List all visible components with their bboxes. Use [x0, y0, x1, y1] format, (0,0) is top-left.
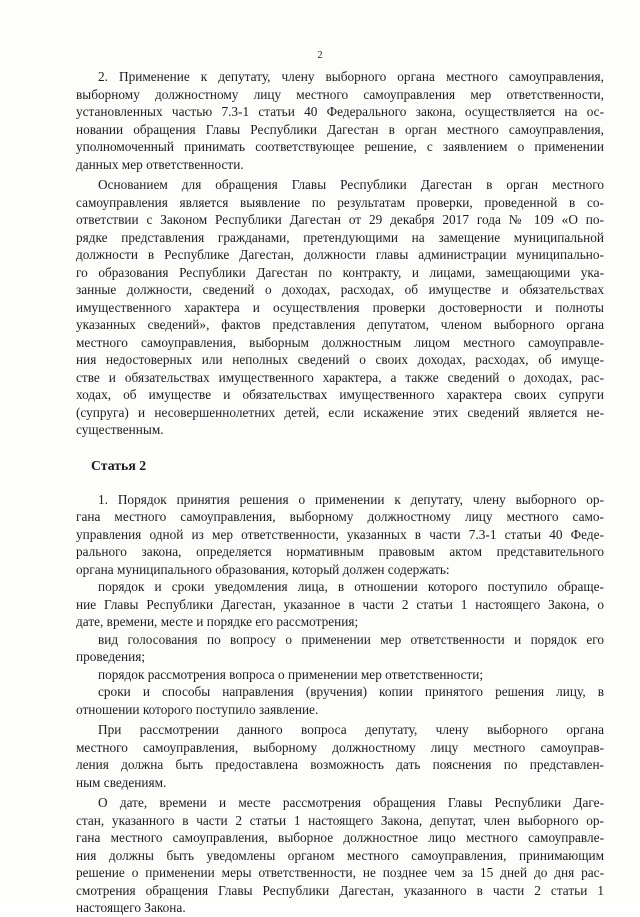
text-line: должности в Республике Дагестан, должности главы администрации муниципально-	[76, 247, 604, 262]
text-line: новании обращения Главы Республики Дагестан в орган местного самоуправления,	[76, 121, 604, 137]
text-line: выборному должностному лицу местного самоуправления мер ответственности,	[76, 86, 604, 102]
text-line: порядок и сроки уведомления лица, в отношении которого поступило обраще-	[98, 579, 604, 594]
text-line: (супруга) и несовершеннолетних детей, если искажение этих сведений является не-	[76, 404, 604, 420]
text-line: При рассмотрении данного вопроса депутату, члену выборного органа	[98, 722, 604, 737]
text-line: существенным.	[76, 422, 164, 437]
text-line: местного самоуправления, выборным должностным лицом местного самоуправле-	[76, 334, 604, 350]
text-line: указанных сведений», фактов представления депутатом, членом выборного органа	[76, 317, 604, 332]
text-line: местного самоуправления, выборному должностному лицу местного самоуправ-	[76, 739, 604, 755]
text-line: занные должности, сведений о доходах, расходах, об имуществе и обязательствах	[76, 282, 604, 297]
text-line: отношении которого поступило заявление.	[76, 701, 319, 717]
paragraph-1	[76, 68, 604, 173]
text-line: органа муниципального образования, который должен содержать:	[76, 561, 450, 577]
text-line: уполномоченный принимать соответствующее решение, с заявлением о применении	[76, 139, 604, 154]
text-line: проведения;	[76, 649, 146, 664]
text-line: имущественного характера и осуществления проверки достоверности и полноты	[76, 299, 604, 315]
text-line: 2. Применение к депутату, члену выборного органа местного самоуправления,	[98, 69, 604, 84]
paragraph-4	[76, 578, 604, 631]
text-line: данных мер ответственности.	[76, 156, 244, 172]
text-line: настоящего Закона.	[76, 900, 186, 915]
text-line: го образования Республики Дагестан по контракту, и лицами, замещающими ука-	[76, 264, 604, 280]
text-line: вид голосования по вопросу о применении мер ответственности и порядок его	[98, 631, 604, 647]
text-line: рального закона, определяется нормативным правовым актом представительного	[76, 544, 604, 559]
paragraph-2	[76, 176, 604, 439]
text-line: ходах, об имуществе и обязательствах имущественного характера своих супруги	[76, 387, 604, 402]
text-line: гана местного самоуправления, выборному должностному лицу местного само-	[76, 509, 604, 524]
text-line: 1. Порядок принятия решения о применении к депутату, члену выборного ор-	[98, 491, 604, 507]
text-line: управления одной из мер ответственности, указанных в части 7.3-1 статьи 40 Феде-	[76, 526, 604, 542]
text-line: ния должны быть уведомлены органом местного самоуправления, принимающим	[76, 847, 604, 863]
paragraph-9	[76, 794, 604, 917]
text-line: рядке представления гражданами, претендующими на замещение муниципальной	[76, 229, 604, 245]
text-line: стве и обязательствах имущественного характера, а также сведений о доходах, рас-	[76, 369, 604, 385]
text-line: сроки и способы направления (вручения) копии принятого решения лицу, в	[98, 684, 604, 699]
text-line: ния недостоверных или неполных сведений о своих доходах, расходах, об имуще-	[76, 352, 604, 367]
text-line: дате, времени, месте и порядке его рассмотрения;	[76, 614, 359, 629]
text-line: Основанием для обращения Главы Республики Дагестан в орган местного	[98, 177, 604, 192]
text-line: ние Главы Республики Дагестан, указанное в части 2 статьи 1 настоящего Закона, о	[76, 596, 604, 612]
paragraph-7	[76, 683, 604, 718]
page-number: 2	[317, 50, 323, 61]
text-line: ления должна быть предоставлена возможность дать пояснения по представлен-	[76, 757, 604, 772]
text-line: О дате, времени и месте рассмотрения обращения Главы Республики Даге-	[98, 795, 604, 810]
section-heading: Статья 2	[91, 457, 147, 473]
paragraph-6	[76, 666, 604, 684]
paragraph-5	[76, 631, 604, 666]
text-line: смотрения обращения Главы Республики Дагестан, указанного в части 2 статьи 1	[76, 882, 604, 898]
text-line: решение о применении меры ответственности, не позднее чем за 15 дней до дня рас-	[76, 865, 604, 880]
text-line: стан, указанного в части 2 статьи 1 настоящего Закона, депутат, член выборного ор-	[76, 812, 604, 828]
paragraph-8	[76, 721, 604, 791]
paragraph-3	[76, 491, 604, 579]
text-line: установленных частью 7.3-1 статьи 40 Федерального закона, осуществляется на ос-	[76, 104, 604, 119]
text-line: ным сведениям.	[76, 774, 167, 790]
text-line: порядок рассмотрения вопроса о применении мер ответственности;	[98, 666, 484, 682]
text-line: самоуправления является выявление по результатам проверки, проведенной в со-	[76, 194, 604, 210]
text-line: гана местного самоуправления, выборное должностное лицо местного самоуправле-	[76, 830, 604, 845]
text-line: ответствии с Законом Республики Дагестан от 29 декабря 2017 года № 109 «О по-	[76, 212, 604, 227]
document-body	[76, 68, 604, 917]
